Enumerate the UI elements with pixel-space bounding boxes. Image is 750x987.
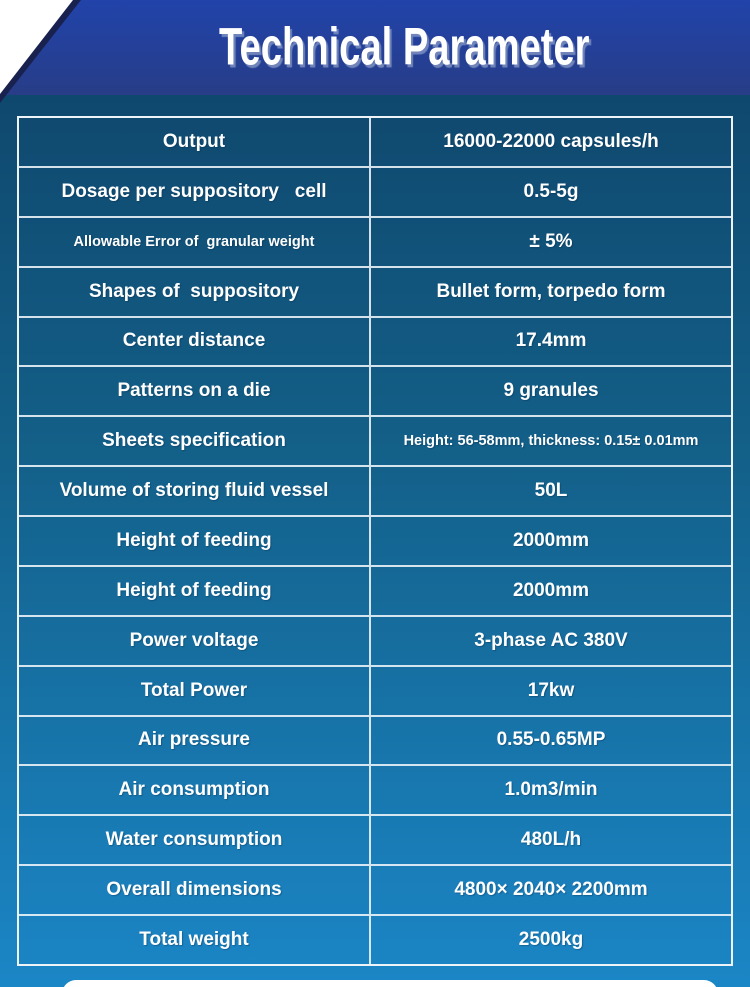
spec-value: 9 granules bbox=[503, 380, 599, 402]
spec-value: 3-phase AC 380V bbox=[474, 629, 628, 651]
spec-label: Total weight bbox=[19, 916, 371, 964]
spec-value: 480L/h bbox=[520, 829, 582, 851]
spec-value: 16000-22000 capsules/h bbox=[443, 130, 659, 152]
spec-value: Bullet form, torpedo form bbox=[436, 280, 666, 302]
spec-label: Dosage per suppository cell bbox=[19, 168, 371, 216]
spec-row bbox=[19, 717, 731, 767]
spec-table bbox=[17, 116, 733, 966]
spec-row bbox=[19, 667, 731, 717]
spec-value: 0.55-0.65MP bbox=[496, 729, 606, 751]
spec-label: Total Power bbox=[19, 667, 371, 715]
spec-row bbox=[19, 617, 731, 667]
spec-label: Allowable Error of granular weight bbox=[19, 218, 371, 266]
spec-value: 2000mm bbox=[512, 529, 590, 551]
spec-label: Height of feeding bbox=[19, 517, 371, 565]
spec-row bbox=[19, 467, 731, 517]
spec-label: Patterns on a die bbox=[19, 367, 371, 415]
spec-row bbox=[19, 168, 731, 218]
spec-value: ± 5% bbox=[529, 230, 573, 252]
spec-value: Height: 56-58mm, thickness: 0.15± 0.01mm bbox=[403, 433, 699, 450]
spec-value: 2500kg bbox=[518, 928, 584, 950]
spec-value: 1.0m3/min bbox=[504, 779, 598, 801]
spec-value: 17.4mm bbox=[515, 330, 587, 352]
header-banner bbox=[0, 0, 750, 95]
spec-row bbox=[19, 367, 731, 417]
spec-row bbox=[19, 567, 731, 617]
page-title-text: Technical Parameter bbox=[218, 16, 590, 76]
spec-label: Center distance bbox=[19, 318, 371, 366]
spec-value: 2000mm bbox=[512, 579, 590, 601]
bottom-panel-top-edge bbox=[62, 980, 718, 987]
spec-row bbox=[19, 916, 731, 964]
spec-label: Volume of storing fluid vessel bbox=[19, 467, 371, 515]
spec-row bbox=[19, 766, 731, 816]
spec-label: Power voltage bbox=[19, 617, 371, 665]
page-title bbox=[0, 16, 750, 76]
spec-label: Sheets specification bbox=[19, 417, 371, 465]
spec-label: Air consumption bbox=[19, 766, 371, 814]
spec-row bbox=[19, 318, 731, 368]
spec-row bbox=[19, 218, 731, 268]
spec-label: Height of feeding bbox=[19, 567, 371, 615]
spec-value: 50L bbox=[534, 480, 568, 502]
spec-row bbox=[19, 268, 731, 318]
spec-row bbox=[19, 816, 731, 866]
spec-value: 17kw bbox=[527, 679, 575, 701]
spec-value: 0.5-5g bbox=[523, 180, 579, 202]
spec-label: Air pressure bbox=[19, 717, 371, 765]
spec-label: Water consumption bbox=[19, 816, 371, 864]
spec-row bbox=[19, 866, 731, 916]
spec-row bbox=[19, 118, 731, 168]
spec-label: Overall dimensions bbox=[19, 866, 371, 914]
spec-label: Shapes of suppository bbox=[19, 268, 371, 316]
spec-value: 4800× 2040× 2200mm bbox=[454, 879, 648, 901]
spec-label: Output bbox=[19, 118, 371, 166]
spec-row bbox=[19, 517, 731, 567]
spec-row bbox=[19, 417, 731, 467]
